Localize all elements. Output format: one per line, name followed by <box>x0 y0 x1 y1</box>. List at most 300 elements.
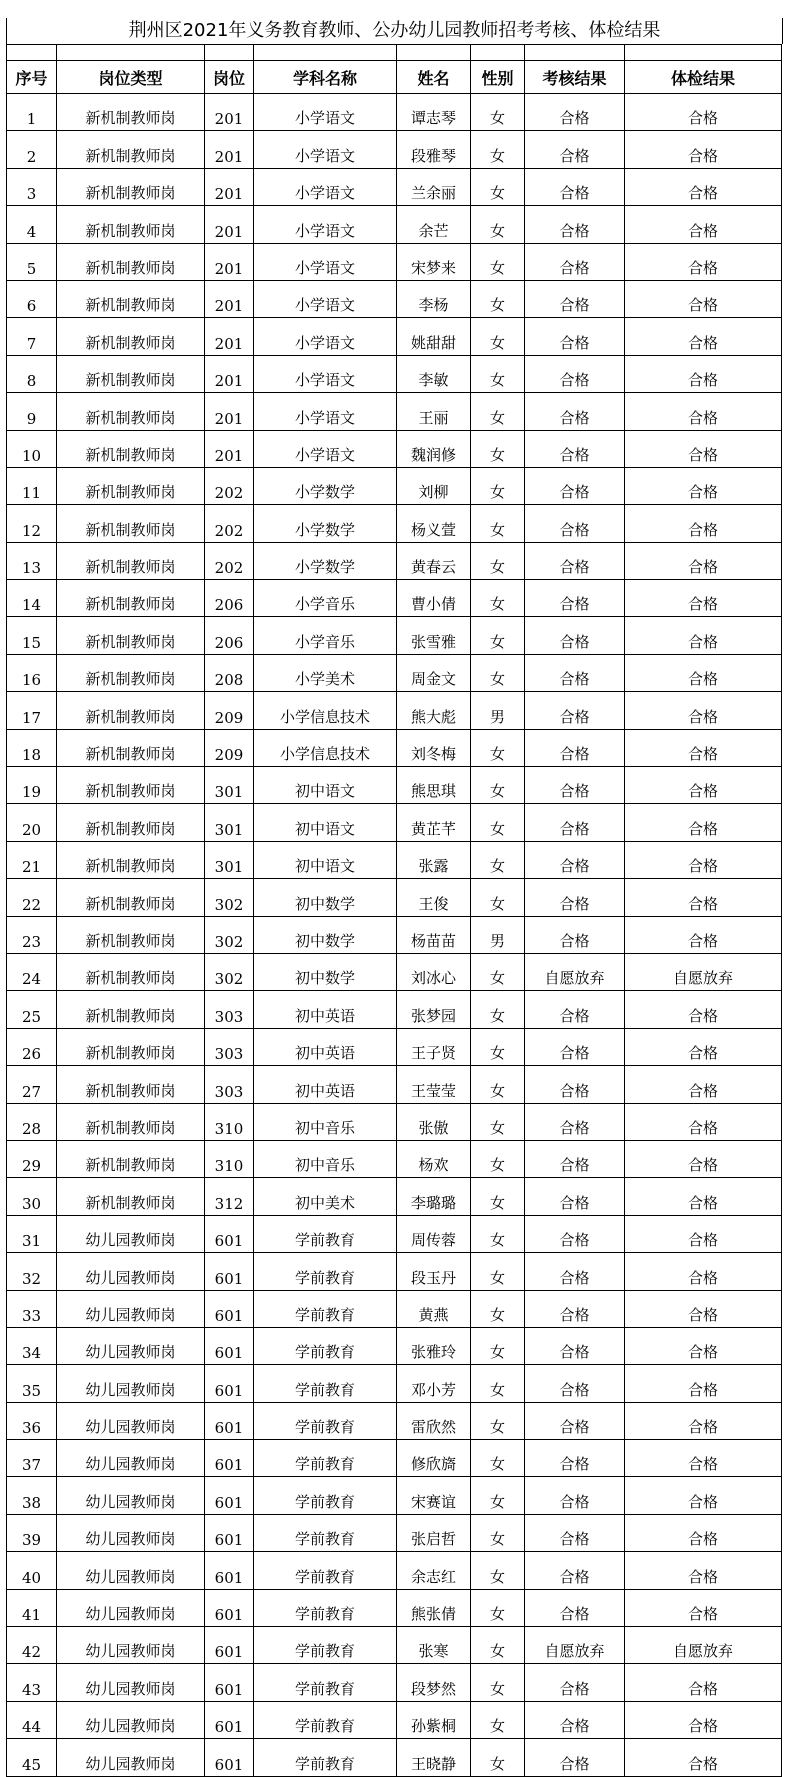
assessment-cell: 合格 <box>525 168 625 205</box>
table-row <box>7 1290 782 1327</box>
seq-cell: 35 <box>7 1365 57 1402</box>
post-code-cell: 209 <box>205 729 254 766</box>
seq-cell: 14 <box>7 580 57 617</box>
subject-cell: 小学语文 <box>254 430 397 467</box>
table-row <box>7 1402 782 1439</box>
empty-cell <box>625 45 782 61</box>
post-type-cell: 新机制教师岗 <box>57 430 205 467</box>
medical-cell: 合格 <box>625 1215 782 1252</box>
subject-cell: 小学语文 <box>254 243 397 280</box>
medical-cell: 合格 <box>625 168 782 205</box>
assessment-cell: 合格 <box>525 1178 625 1215</box>
seq-cell: 40 <box>7 1552 57 1589</box>
gender-cell: 女 <box>471 94 525 131</box>
medical-cell: 合格 <box>625 804 782 841</box>
subject-cell: 学前教育 <box>254 1627 397 1664</box>
subject-cell: 学前教育 <box>254 1552 397 1589</box>
subject-cell: 学前教育 <box>254 1215 397 1252</box>
medical-cell: 自愿放弃 <box>625 1627 782 1664</box>
gender-cell: 女 <box>471 430 525 467</box>
medical-cell: 合格 <box>625 280 782 317</box>
subject-cell: 学前教育 <box>254 1290 397 1327</box>
medical-cell: 合格 <box>625 467 782 504</box>
header-row <box>7 61 782 94</box>
subject-cell: 小学数学 <box>254 542 397 579</box>
table-row <box>7 1103 782 1140</box>
post-code-cell: 302 <box>205 879 254 916</box>
subject-cell: 小学音乐 <box>254 617 397 654</box>
seq-cell: 6 <box>7 280 57 317</box>
gender-cell: 男 <box>471 916 525 953</box>
post-code-cell: 201 <box>205 318 254 355</box>
post-code-cell: 201 <box>205 131 254 168</box>
table-row <box>7 991 782 1028</box>
seq-cell: 41 <box>7 1589 57 1626</box>
subject-cell: 小学数学 <box>254 467 397 504</box>
name-cell: 宋赛谊 <box>397 1477 471 1514</box>
post-type-cell: 新机制教师岗 <box>57 879 205 916</box>
table-row <box>7 1365 782 1402</box>
post-code-cell: 601 <box>205 1253 254 1290</box>
gender-cell: 男 <box>471 692 525 729</box>
gender-cell: 女 <box>471 1701 525 1738</box>
gender-cell: 女 <box>471 1664 525 1701</box>
subject-cell: 学前教育 <box>254 1701 397 1738</box>
table-row <box>7 1589 782 1626</box>
post-type-cell: 幼儿园教师岗 <box>57 1664 205 1701</box>
table-row <box>7 318 782 355</box>
gender-cell: 女 <box>471 168 525 205</box>
post-type-cell: 新机制教师岗 <box>57 953 205 990</box>
post-type-cell: 新机制教师岗 <box>57 1066 205 1103</box>
subject-cell: 初中英语 <box>254 1066 397 1103</box>
post-type-cell: 新机制教师岗 <box>57 505 205 542</box>
seq-cell: 18 <box>7 729 57 766</box>
post-type-cell: 幼儿园教师岗 <box>57 1514 205 1551</box>
seq-cell: 4 <box>7 206 57 243</box>
subject-cell: 初中英语 <box>254 991 397 1028</box>
medical-cell: 合格 <box>625 206 782 243</box>
gender-cell: 女 <box>471 206 525 243</box>
seq-cell: 33 <box>7 1290 57 1327</box>
gender-cell: 女 <box>471 767 525 804</box>
medical-cell: 合格 <box>625 1103 782 1140</box>
seq-cell: 25 <box>7 991 57 1028</box>
post-type-cell: 新机制教师岗 <box>57 1140 205 1177</box>
empty-cell <box>57 45 205 61</box>
gender-cell: 女 <box>471 505 525 542</box>
post-type-cell: 新机制教师岗 <box>57 654 205 691</box>
assessment-cell: 合格 <box>525 1253 625 1290</box>
subject-cell: 初中语文 <box>254 767 397 804</box>
subject-cell: 学前教育 <box>254 1514 397 1551</box>
seq-cell: 24 <box>7 953 57 990</box>
medical-cell: 合格 <box>625 505 782 542</box>
table-row <box>7 1664 782 1701</box>
medical-cell: 合格 <box>625 916 782 953</box>
post-code-cell: 601 <box>205 1402 254 1439</box>
subject-cell: 初中美术 <box>254 1178 397 1215</box>
assessment-cell: 合格 <box>525 542 625 579</box>
post-code-cell: 301 <box>205 767 254 804</box>
post-code-cell: 601 <box>205 1701 254 1738</box>
name-cell: 杨义萱 <box>397 505 471 542</box>
gender-cell: 女 <box>471 1739 525 1776</box>
medical-cell: 合格 <box>625 1664 782 1701</box>
assessment-cell: 合格 <box>525 1028 625 1065</box>
table-row <box>7 841 782 878</box>
post-type-cell: 幼儿园教师岗 <box>57 1552 205 1589</box>
seq-cell: 20 <box>7 804 57 841</box>
name-cell: 黄芷芊 <box>397 804 471 841</box>
subject-cell: 初中音乐 <box>254 1103 397 1140</box>
post-type-cell: 新机制教师岗 <box>57 280 205 317</box>
medical-cell: 合格 <box>625 1327 782 1364</box>
gender-cell: 女 <box>471 991 525 1028</box>
table-row <box>7 617 782 654</box>
assessment-cell: 合格 <box>525 1103 625 1140</box>
table-row <box>7 168 782 205</box>
medical-cell: 合格 <box>625 1290 782 1327</box>
subject-cell: 学前教育 <box>254 1664 397 1701</box>
seq-cell: 11 <box>7 467 57 504</box>
gender-cell: 女 <box>471 1514 525 1551</box>
name-cell: 黄燕 <box>397 1290 471 1327</box>
gender-cell: 女 <box>471 953 525 990</box>
post-code-cell: 601 <box>205 1327 254 1364</box>
name-cell: 修欣旖 <box>397 1440 471 1477</box>
table-row <box>7 542 782 579</box>
assessment-cell: 合格 <box>525 430 625 467</box>
table-row <box>7 280 782 317</box>
post-type-cell: 新机制教师岗 <box>57 580 205 617</box>
name-cell: 熊张倩 <box>397 1589 471 1626</box>
name-cell: 周传蓉 <box>397 1215 471 1252</box>
subject-cell: 初中语文 <box>254 804 397 841</box>
post-type-cell: 新机制教师岗 <box>57 206 205 243</box>
post-type-cell: 新机制教师岗 <box>57 243 205 280</box>
seq-cell: 15 <box>7 617 57 654</box>
table-row <box>7 953 782 990</box>
gender-cell: 女 <box>471 1440 525 1477</box>
seq-cell: 9 <box>7 393 57 430</box>
table-row <box>7 692 782 729</box>
name-cell: 魏润修 <box>397 430 471 467</box>
table-row <box>7 916 782 953</box>
name-cell: 周金文 <box>397 654 471 691</box>
table-row <box>7 355 782 392</box>
post-code-cell: 303 <box>205 1028 254 1065</box>
gender-cell: 女 <box>471 1178 525 1215</box>
gender-cell: 女 <box>471 1140 525 1177</box>
post-code-cell: 206 <box>205 580 254 617</box>
post-type-cell: 新机制教师岗 <box>57 542 205 579</box>
post-type-cell: 幼儿园教师岗 <box>57 1440 205 1477</box>
post-code-cell: 201 <box>205 393 254 430</box>
seq-cell: 21 <box>7 841 57 878</box>
gender-cell: 女 <box>471 879 525 916</box>
name-cell: 余芒 <box>397 206 471 243</box>
medical-cell: 合格 <box>625 393 782 430</box>
table-row <box>7 1215 782 1252</box>
name-cell: 段玉丹 <box>397 1253 471 1290</box>
post-code-cell: 202 <box>205 542 254 579</box>
seq-cell: 5 <box>7 243 57 280</box>
post-type-cell: 幼儿园教师岗 <box>57 1327 205 1364</box>
medical-cell: 合格 <box>625 1589 782 1626</box>
medical-cell: 合格 <box>625 654 782 691</box>
gender-cell: 女 <box>471 1327 525 1364</box>
empty-cell <box>525 45 625 61</box>
medical-cell: 自愿放弃 <box>625 953 782 990</box>
assessment-cell: 合格 <box>525 729 625 766</box>
post-type-cell: 新机制教师岗 <box>57 617 205 654</box>
post-type-cell: 幼儿园教师岗 <box>57 1365 205 1402</box>
subject-cell: 初中数学 <box>254 953 397 990</box>
assessment-cell: 合格 <box>525 467 625 504</box>
column-header: 姓名 <box>397 61 471 94</box>
table-row <box>7 1514 782 1551</box>
results-table <box>6 44 782 1777</box>
seq-cell: 28 <box>7 1103 57 1140</box>
name-cell: 兰余丽 <box>397 168 471 205</box>
gender-cell: 女 <box>471 131 525 168</box>
medical-cell: 合格 <box>625 767 782 804</box>
subject-cell: 小学语文 <box>254 94 397 131</box>
post-code-cell: 201 <box>205 430 254 467</box>
name-cell: 宋梦来 <box>397 243 471 280</box>
medical-cell: 合格 <box>625 1140 782 1177</box>
seq-cell: 43 <box>7 1664 57 1701</box>
seq-cell: 36 <box>7 1402 57 1439</box>
name-cell: 张雪雅 <box>397 617 471 654</box>
assessment-cell: 合格 <box>525 916 625 953</box>
name-cell: 王晓静 <box>397 1739 471 1776</box>
name-cell: 王丽 <box>397 393 471 430</box>
gender-cell: 女 <box>471 841 525 878</box>
table-row <box>7 1028 782 1065</box>
assessment-cell: 合格 <box>525 580 625 617</box>
gender-cell: 女 <box>471 1290 525 1327</box>
name-cell: 张启哲 <box>397 1514 471 1551</box>
post-code-cell: 201 <box>205 243 254 280</box>
post-type-cell: 幼儿园教师岗 <box>57 1290 205 1327</box>
assessment-cell: 合格 <box>525 131 625 168</box>
assessment-cell: 自愿放弃 <box>525 1627 625 1664</box>
medical-cell: 合格 <box>625 1552 782 1589</box>
gender-cell: 女 <box>471 393 525 430</box>
seq-cell: 34 <box>7 1327 57 1364</box>
post-code-cell: 301 <box>205 841 254 878</box>
seq-cell: 32 <box>7 1253 57 1290</box>
post-type-cell: 幼儿园教师岗 <box>57 1589 205 1626</box>
assessment-cell: 合格 <box>525 1365 625 1402</box>
seq-cell: 8 <box>7 355 57 392</box>
name-cell: 姚甜甜 <box>397 318 471 355</box>
column-header: 序号 <box>7 61 57 94</box>
post-type-cell: 新机制教师岗 <box>57 355 205 392</box>
assessment-cell: 合格 <box>525 991 625 1028</box>
post-code-cell: 601 <box>205 1290 254 1327</box>
table-row <box>7 1477 782 1514</box>
post-code-cell: 208 <box>205 654 254 691</box>
subject-cell: 小学信息技术 <box>254 692 397 729</box>
subject-cell: 小学语文 <box>254 280 397 317</box>
assessment-cell: 合格 <box>525 1477 625 1514</box>
gender-cell: 女 <box>471 1028 525 1065</box>
table-row <box>7 1701 782 1738</box>
gender-cell: 女 <box>471 729 525 766</box>
post-type-cell: 幼儿园教师岗 <box>57 1739 205 1776</box>
name-cell: 杨苗苗 <box>397 916 471 953</box>
post-type-cell: 新机制教师岗 <box>57 1028 205 1065</box>
seq-cell: 2 <box>7 131 57 168</box>
seq-cell: 29 <box>7 1140 57 1177</box>
post-type-cell: 幼儿园教师岗 <box>57 1215 205 1252</box>
name-cell: 孙紫桐 <box>397 1701 471 1738</box>
table-row <box>7 804 782 841</box>
empty-cell <box>254 45 397 61</box>
post-code-cell: 301 <box>205 804 254 841</box>
table-row <box>7 1327 782 1364</box>
assessment-cell: 合格 <box>525 879 625 916</box>
table-row <box>7 767 782 804</box>
post-code-cell: 601 <box>205 1552 254 1589</box>
subject-cell: 学前教育 <box>254 1327 397 1364</box>
table-row <box>7 1140 782 1177</box>
subject-cell: 小学信息技术 <box>254 729 397 766</box>
seq-cell: 19 <box>7 767 57 804</box>
gender-cell: 女 <box>471 243 525 280</box>
subject-cell: 学前教育 <box>254 1440 397 1477</box>
subject-cell: 初中数学 <box>254 879 397 916</box>
post-type-cell: 幼儿园教师岗 <box>57 1701 205 1738</box>
assessment-cell: 自愿放弃 <box>525 953 625 990</box>
medical-cell: 合格 <box>625 1365 782 1402</box>
post-type-cell: 新机制教师岗 <box>57 1178 205 1215</box>
table-row <box>7 131 782 168</box>
table-row <box>7 206 782 243</box>
assessment-cell: 合格 <box>525 654 625 691</box>
table-row <box>7 580 782 617</box>
medical-cell: 合格 <box>625 1178 782 1215</box>
medical-cell: 合格 <box>625 318 782 355</box>
post-type-cell: 新机制教师岗 <box>57 94 205 131</box>
name-cell: 李敏 <box>397 355 471 392</box>
post-type-cell: 新机制教师岗 <box>57 393 205 430</box>
medical-cell: 合格 <box>625 430 782 467</box>
assessment-cell: 合格 <box>525 505 625 542</box>
post-code-cell: 202 <box>205 467 254 504</box>
table-row <box>7 1552 782 1589</box>
post-code-cell: 303 <box>205 991 254 1028</box>
name-cell: 刘冰心 <box>397 953 471 990</box>
post-type-cell: 幼儿园教师岗 <box>57 1627 205 1664</box>
table-row <box>7 1178 782 1215</box>
post-type-cell: 新机制教师岗 <box>57 916 205 953</box>
gender-cell: 女 <box>471 1253 525 1290</box>
name-cell: 李杨 <box>397 280 471 317</box>
name-cell: 张露 <box>397 841 471 878</box>
empty-cell <box>205 45 254 61</box>
post-type-cell: 新机制教师岗 <box>57 729 205 766</box>
assessment-cell: 合格 <box>525 355 625 392</box>
gender-cell: 女 <box>471 1589 525 1626</box>
assessment-cell: 合格 <box>525 243 625 280</box>
subject-cell: 小学语文 <box>254 355 397 392</box>
assessment-cell: 合格 <box>525 1402 625 1439</box>
post-code-cell: 302 <box>205 916 254 953</box>
subject-cell: 小学语文 <box>254 168 397 205</box>
medical-cell: 合格 <box>625 94 782 131</box>
column-header: 性别 <box>471 61 525 94</box>
medical-cell: 合格 <box>625 617 782 654</box>
table-row <box>7 467 782 504</box>
seq-cell: 42 <box>7 1627 57 1664</box>
post-code-cell: 601 <box>205 1477 254 1514</box>
post-code-cell: 310 <box>205 1140 254 1177</box>
post-code-cell: 601 <box>205 1739 254 1776</box>
medical-cell: 合格 <box>625 729 782 766</box>
seq-cell: 16 <box>7 654 57 691</box>
post-type-cell: 幼儿园教师岗 <box>57 1253 205 1290</box>
medical-cell: 合格 <box>625 131 782 168</box>
medical-cell: 合格 <box>625 841 782 878</box>
medical-cell: 合格 <box>625 879 782 916</box>
medical-cell: 合格 <box>625 1028 782 1065</box>
page-title: 荆州区2021年义务教育教师、公办幼儿园教师招考考核、体检结果 <box>6 18 783 44</box>
post-type-cell: 新机制教师岗 <box>57 841 205 878</box>
assessment-cell: 合格 <box>525 692 625 729</box>
post-code-cell: 601 <box>205 1664 254 1701</box>
seq-cell: 17 <box>7 692 57 729</box>
medical-cell: 合格 <box>625 1066 782 1103</box>
table-row <box>7 1253 782 1290</box>
gender-cell: 女 <box>471 467 525 504</box>
medical-cell: 合格 <box>625 1402 782 1439</box>
gender-cell: 女 <box>471 1552 525 1589</box>
post-code-cell: 201 <box>205 355 254 392</box>
medical-cell: 合格 <box>625 692 782 729</box>
table-row <box>7 94 782 131</box>
name-cell: 谭志琴 <box>397 94 471 131</box>
name-cell: 刘冬梅 <box>397 729 471 766</box>
post-type-cell: 新机制教师岗 <box>57 318 205 355</box>
gender-cell: 女 <box>471 1402 525 1439</box>
name-cell: 雷欣然 <box>397 1402 471 1439</box>
post-type-cell: 新机制教师岗 <box>57 692 205 729</box>
subject-cell: 小学语文 <box>254 393 397 430</box>
seq-cell: 12 <box>7 505 57 542</box>
seq-cell: 7 <box>7 318 57 355</box>
medical-cell: 合格 <box>625 1701 782 1738</box>
column-header: 岗位类型 <box>57 61 205 94</box>
table-row <box>7 654 782 691</box>
gender-cell: 女 <box>471 1365 525 1402</box>
subject-cell: 学前教育 <box>254 1589 397 1626</box>
assessment-cell: 合格 <box>525 1066 625 1103</box>
post-code-cell: 601 <box>205 1215 254 1252</box>
assessment-cell: 合格 <box>525 393 625 430</box>
assessment-cell: 合格 <box>525 1552 625 1589</box>
post-code-cell: 302 <box>205 953 254 990</box>
seq-cell: 26 <box>7 1028 57 1065</box>
assessment-cell: 合格 <box>525 1140 625 1177</box>
assessment-cell: 合格 <box>525 1440 625 1477</box>
table-row <box>7 243 782 280</box>
name-cell: 李璐璐 <box>397 1178 471 1215</box>
name-cell: 张雅玲 <box>397 1327 471 1364</box>
